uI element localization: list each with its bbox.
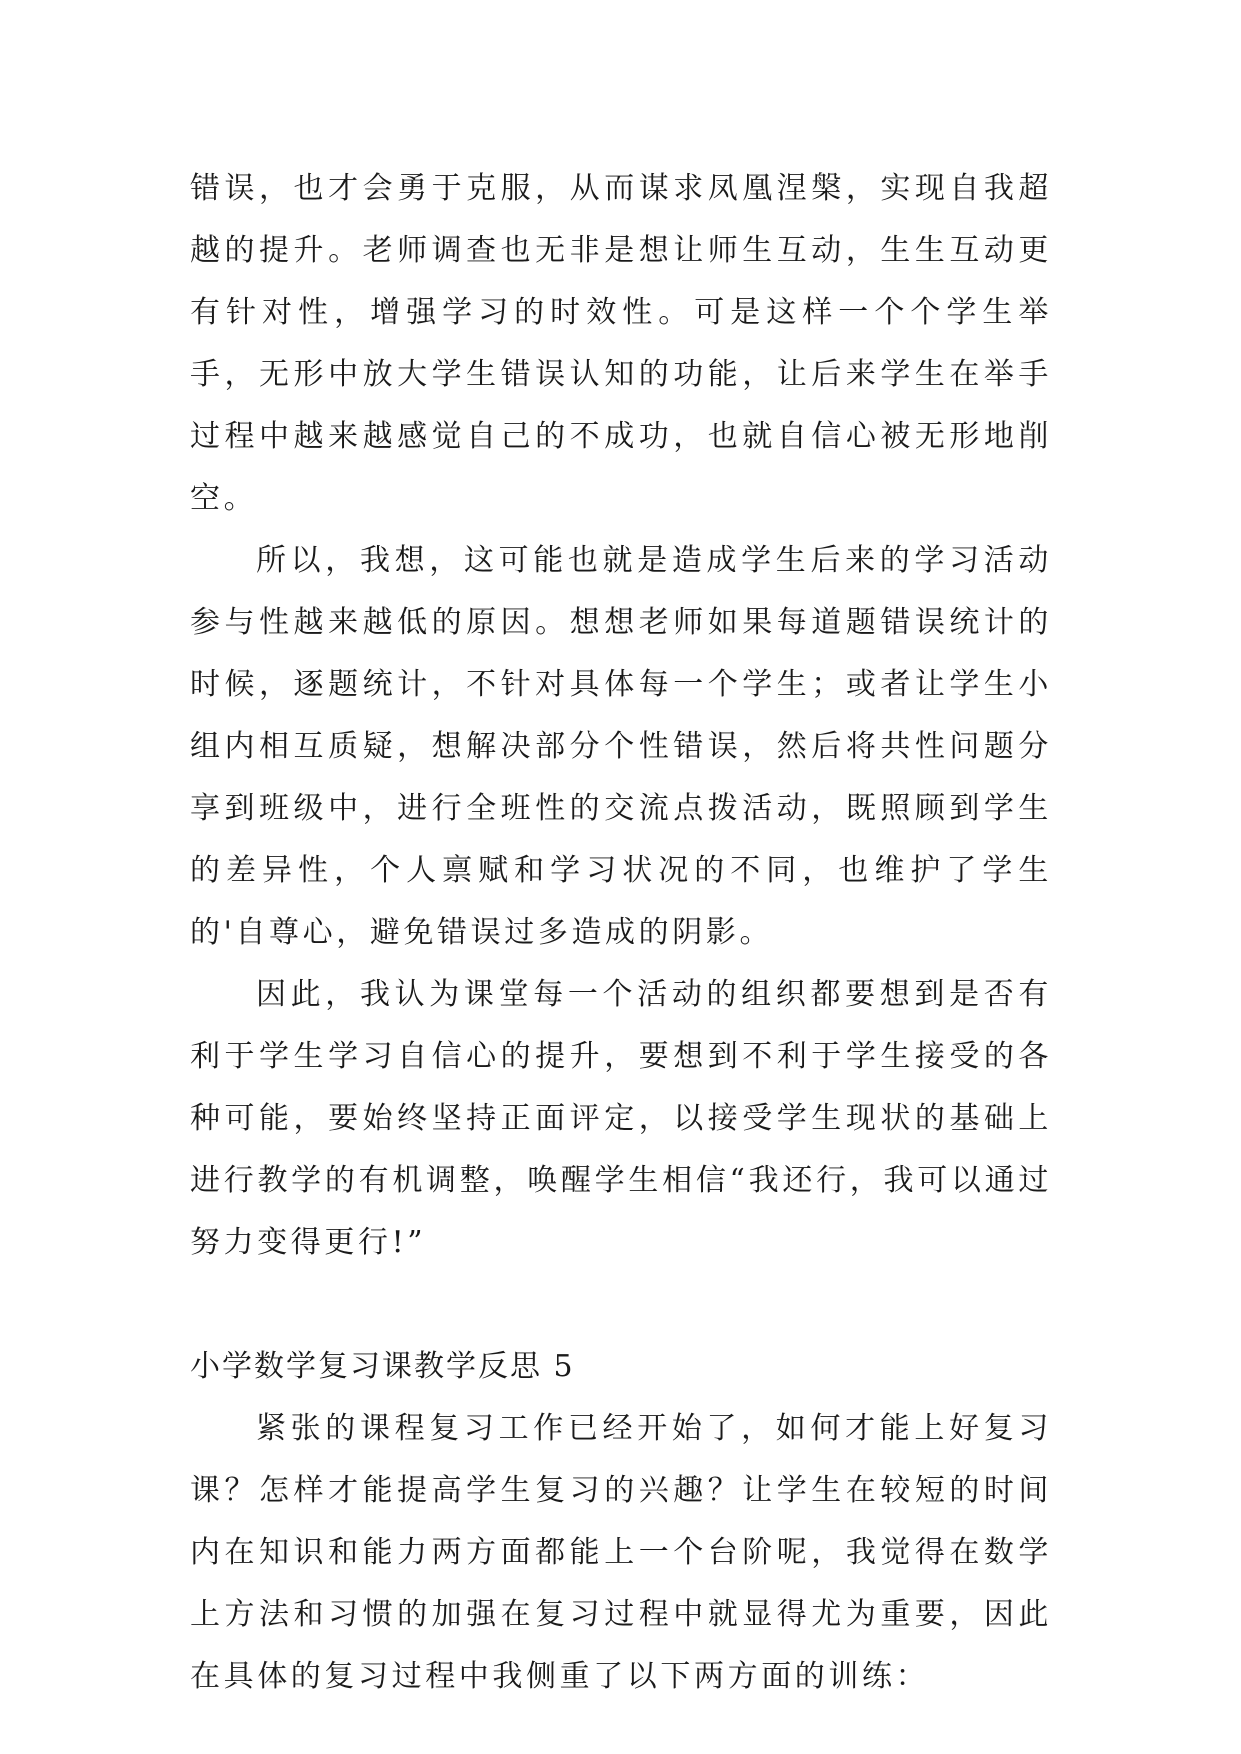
document-body — [190, 158, 1052, 1708]
paragraph-intro: 紧张的课程复习工作已经开始了，如何才能上好复习课？怎样才能提高学生复习的兴趣？让学生在较短的时间内在知识和能力两方面都能上一个台阶呢，我觉得在数学上方法和习惯的加强在复习过程中就显得尤为重要，因此在具体的复习过程中我侧重了以下两方面的训练： — [190, 1411, 1052, 1694]
section-spacer — [190, 1274, 1052, 1336]
paragraph-continuation: 错误，也才会勇于克服，从而谋求凤凰涅槃，实现自我超越的提升。老师调查也无非是想让师生互动，生生互动更有针对性，增强学习的时效性。可是这样一个个学生举手，无形中放大学生错误认知的功能，让后来学生在举手过程中越来越感觉自己的不成功，也就自信心被无形地削空。 — [190, 171, 1052, 516]
section-title: 小学数学复习课教学反思 5 — [190, 1349, 575, 1384]
paragraph-reflection: 所以，我想，这可能也就是造成学生后来的学习活动参与性越来越低的原因。想想老师如果每道题错误统计的时候，逐题统计，不针对具体每一个学生；或者让学生小组内相互质疑，想解决部分个性错误，然后将共性问题分享到班级中，进行全班性的交流点拨活动，既照顾到学生的差异性，个人禀赋和学习状况的不同，也维护了学生的'自尊心，避免错误过多造成的阴影。 — [190, 543, 1052, 950]
paragraph-conclusion: 因此，我认为课堂每一个活动的组织都要想到是否有利于学生学习自信心的提升，要想到不利于学生接受的各种可能，要始终坚持正面评定，以接受学生现状的基础上进行教学的有机调整，唤醒学生相信“我还行，我可以通过努力变得更行!” — [190, 977, 1052, 1260]
